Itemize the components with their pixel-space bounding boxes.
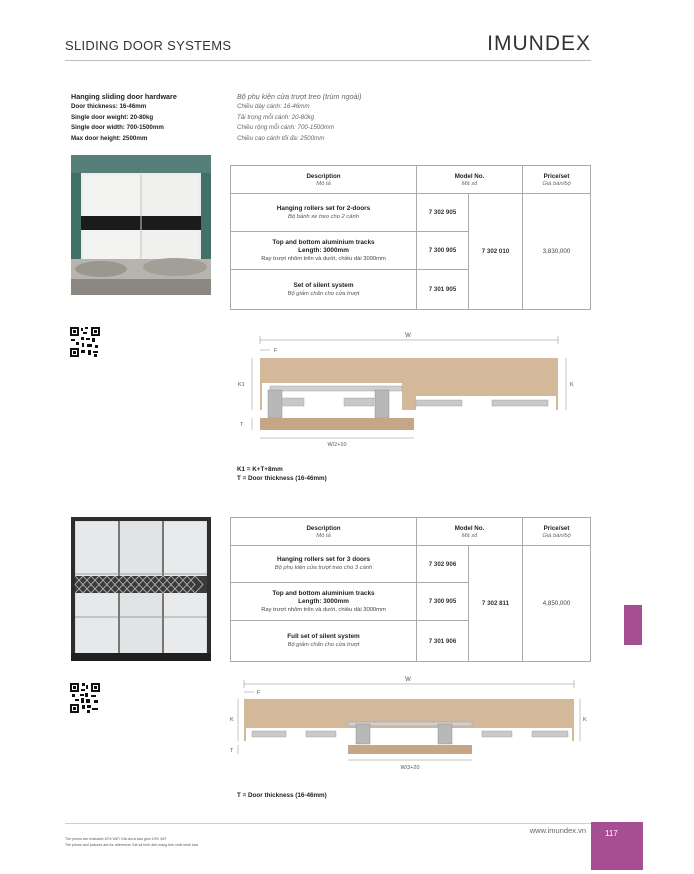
dim-k-right-label: K	[583, 717, 587, 723]
header-divider	[65, 60, 591, 61]
row-code: 7 302 905	[417, 194, 469, 232]
set-price: 3,830,000	[523, 194, 591, 310]
row-code: 7 300 905	[417, 232, 469, 270]
footer-notes	[65, 836, 198, 848]
formula-line: K1 = K+T+8mm	[237, 466, 283, 473]
table-row	[231, 546, 591, 583]
page-number: 117	[605, 829, 618, 838]
installation-diagram-3-door	[230, 672, 590, 782]
product-photo-3-door-wardrobe	[71, 517, 211, 661]
specs-vietnamese	[237, 92, 362, 144]
footer-note: The prices are excluded 10% VAT/ Giá chưa bao gồm 10% VAT	[65, 837, 167, 841]
col-header-price: Price/set Giá bán/bộ	[523, 518, 591, 546]
col-header-model: Model No. Mã số	[417, 518, 523, 546]
row-description: Set of silent system Bộ giảm chấn cho cửa trượt	[231, 270, 417, 310]
dim-k1-label: K1	[238, 382, 245, 388]
row-description: Top and bottom aluminium tracks Length: 3000mm Ray trượt nhôm trên và dưới, chiều dài 3000mm	[231, 583, 417, 621]
dim-k-label: K	[570, 382, 574, 388]
product-photo-2-door-wardrobe	[71, 155, 211, 295]
table-row	[231, 194, 591, 232]
col-header-description: Description Mô tả	[231, 166, 417, 194]
spec-line: Single door weight: 20-80kg	[71, 113, 154, 121]
spec-line-vi: Chiều cao cánh tối đa: 2500mm	[237, 134, 325, 142]
dim-third-width-label: W/3+20	[400, 765, 420, 771]
row-code: 7 301 905	[417, 270, 469, 310]
spec-line: Single door width: 700-1500mm	[71, 124, 164, 131]
spec-line: Max door height: 2500mm	[71, 134, 148, 142]
spec-title: Hanging sliding door hardware	[71, 92, 177, 101]
dim-w-label: W	[405, 333, 411, 339]
brand-logo: IMUNDEX	[487, 32, 591, 55]
set-code: 7 302 010	[469, 194, 523, 310]
row-code: 7 302 906	[417, 546, 469, 583]
spec-line-vi: Tải trọng mỗi cánh: 20-80kg	[237, 113, 315, 121]
spec-line-vi: Chiều rộng mỗi cánh: 700-1500mm	[237, 124, 334, 131]
col-header-price: Price/set Giá bán/bộ	[523, 166, 591, 194]
spec-line: Door thickness: 16-46mm	[71, 103, 147, 110]
formula-note	[237, 791, 327, 800]
formula-line: T = Door thickness (16-46mm)	[237, 792, 327, 799]
qr-code-icon	[70, 327, 100, 357]
price-table-2-door	[230, 165, 591, 310]
set-price: 4,850,000	[523, 546, 591, 662]
footer-note: The prices and pictures are for reference/ Giá và hình ảnh mang tính chất minh họa	[65, 843, 198, 847]
formula-note	[237, 465, 327, 483]
dim-f-label: F	[274, 348, 278, 354]
row-description: Full set of silent system Bộ giảm chấn cho cửa trượt	[231, 621, 417, 662]
row-code: 7 300 905	[417, 583, 469, 621]
spec-title-vi: Bộ phụ kiện cửa trượt treo (trùm ngoài)	[237, 92, 362, 101]
row-code: 7 301 906	[417, 621, 469, 662]
col-header-model: Model No. Mã số	[417, 166, 523, 194]
row-description: Hanging rollers set for 3 doors Bộ phụ kiện cửa trượt treo cho 3 cánh	[231, 546, 417, 583]
set-code: 7 302 811	[469, 546, 523, 662]
dim-f-label: F	[257, 690, 261, 696]
col-header-description: Description Mô tả	[231, 518, 417, 546]
row-description: Top and bottom aluminium tracks Length: 3000mm Ray trượt nhôm trên và dưới, chiều dài 3000mm	[231, 232, 417, 270]
chapter-side-tab	[624, 605, 642, 645]
row-description: Hanging rollers set for 2-doors Bộ bánh xe treo cho 2 cánh	[231, 194, 417, 232]
qr-code-icon	[70, 683, 100, 713]
spec-line-vi: Chiều dày cánh: 16-46mm	[237, 103, 310, 110]
page-title: SLIDING DOOR SYSTEMS	[65, 38, 232, 53]
specs-english	[71, 92, 177, 144]
website-link[interactable]: www.imundex.vn	[529, 826, 586, 835]
dim-k-left-label: K	[230, 717, 234, 723]
price-table-3-door	[230, 517, 591, 662]
installation-diagram-2-door	[230, 328, 590, 463]
dim-t-label: T	[230, 748, 234, 754]
formula-line: T = Door thickness (16-46mm)	[237, 475, 327, 482]
dim-w-label: W	[405, 677, 411, 683]
footer-divider	[65, 823, 591, 824]
dim-half-width-label: W/2+10	[327, 442, 347, 448]
dim-t-label: T	[240, 422, 244, 428]
